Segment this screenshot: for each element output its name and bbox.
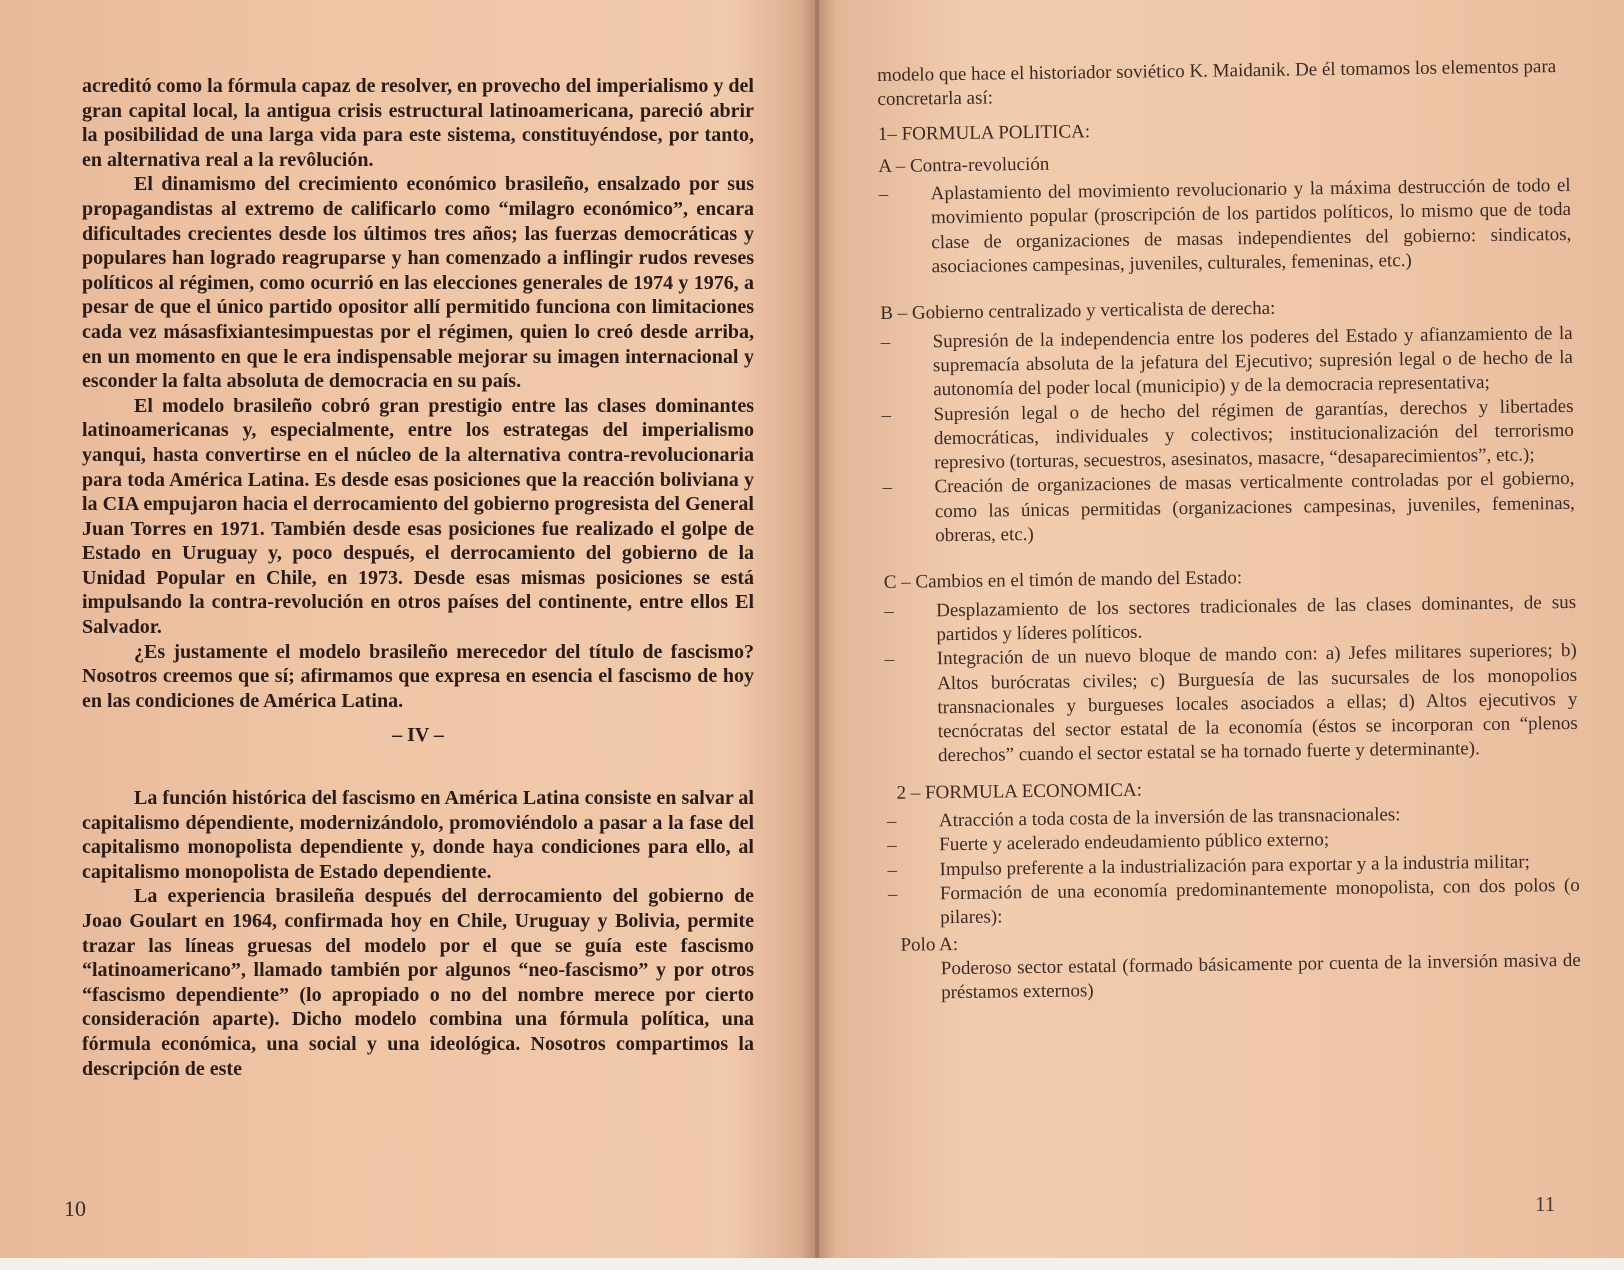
list-item-text: Impulso preferente a la industrialización para exportar y a la industria militar; [939, 851, 1530, 880]
list-item-text: Formación de una economía predominantemente monopolista, con dos polos (o pilares): [939, 874, 1580, 929]
polo-a-text: Poderoso sector estatal (formado básicamente por cuenta de la inversión masiva de préstamos externos) [940, 949, 1581, 1004]
paragraph: acreditó como la fórmula capaz de resolver, en provecho del imperialismo y del gran capital local, la antigua crisis estructural latinoamericana, pareció abrir la posibilidad de una larga vida para este sistema, constituyéndose, por tanto, en alternativa real a la revôlución. [82, 75, 754, 171]
list-item [881, 394, 1574, 476]
dash-marker: – [884, 600, 894, 622]
page-number: 11 [1535, 1192, 1556, 1216]
dash-marker: – [886, 810, 897, 832]
heading-formula-politica: 1– FORMULA POLITICA: [877, 120, 1091, 145]
list-item [880, 322, 1573, 404]
list-item [888, 874, 1581, 932]
subheading-b: B – Gobierno centralizado y verticalista de derecha: [880, 298, 1276, 325]
paragraph: ¿Es justamente el modelo brasileño merecedor del título de fascismo? Nosotros creemos que sí; afirmamos que expresa en esencia el fascismo de hoy en las condiciones de América Latina. [82, 640, 754, 712]
right-page-text [877, 55, 1581, 1006]
section-heading: – IV – [392, 724, 444, 747]
list-item-text: Integración de un nuevo bloque de mando con: a) Jefes militares superiores; b) Altos burócratas civiles; c) Burguesía de las sucursales de los monopolios transnacionales y burgueses locales asociados a ellas; d) Altos ejecutivos y tecnócratas del sector estatal de la economía (éstos se incorporan con “plenos derechos” cuando el sector estatal se ha tornado fuerte y determinante). [936, 640, 1578, 767]
left-page [0, 0, 815, 1258]
left-page-text [82, 74, 754, 1081]
dash-marker: – [880, 331, 891, 353]
intro-paragraph: modelo que hace el historiador soviético K. Maidanik. De él tomamos los elementos para concretarla así: [877, 56, 1557, 111]
polo-a-label: Polo A: [900, 933, 959, 956]
list-item [882, 467, 1575, 549]
dash-marker: – [882, 477, 893, 499]
paragraph: El modelo brasileño cobró gran prestigio entre las clases dominantes latinoamericanas y, especialmente, entre los estrategas del imperialismo yanqui, hasta convertirse en el núcleo de la alternativa contra-revolucionaria para toda América Latina. Es desde esas posiciones que la reacción boliviana y la CIA empujaron hacia el derrocamiento del gobierno progresista del General Juan Torres en 1971. También desde esas posiciones fue realizado el golpe de Estado en Uruguay y, poco después, el derrocamiento del gobierno de la Unidad Popular en Chile, en 1973. Desde esas mismas posiciones se está impulsando la contra-revolución en otros países del continente, entre ellos El Salvador. [82, 394, 754, 639]
subheading-c: C – Cambios en el timón de mando del Estado: [883, 567, 1243, 594]
page-number: 10 [64, 1196, 86, 1221]
list-item-text: Supresión de la independencia entre los poderes del Estado y afianzamiento de la supremacía absoluta de la jefatura del Ejecutivo; supresión legal o de hecho de la autonomía del poder local (municipio) y de la democracia representativa; [932, 322, 1574, 401]
dash-marker: – [878, 184, 889, 206]
list-item [885, 639, 1579, 770]
list-item-text: Creación de organizaciones de masas verticalmente controladas por el gobierno, como las únicas permitidas (organizaciones campesinas, juveniles, femeninas, obreras, etc.) [934, 468, 1575, 547]
paragraph: El dinamismo del crecimiento económico brasileño, ensalzado por sus propagandistas al extremo de calificarlo como “milagro económico”, encara dificultades crecientes desde los últimos tres años; las fuerzas democráticas y populares han logrado reagruparse y han comenzado a inflingir rudos reveses políticos al régimen, como ocurrió en las elecciones generales de 1974 y 1976, a pesar de que el único partido opositor allí permitido funciona con limitaciones cada vez másasfixiantesimpuestas por el régimen, quien lo creó desde arriba, en un momento en que le era indispensable mejorar su imagen internacional y esconder la falta absoluta de democracia en su país. [82, 173, 754, 393]
paragraph: La función histórica del fascismo en América Latina consiste en salvar al capitalismo dépendiente, modernizándolo, promoviéndolo a pasar a la fase del capitalismo monopolista dependiente y, donde haya condiciones para ello, al capitalismo monopolista de Estado dependiente. [82, 787, 754, 883]
dash-marker: – [884, 649, 895, 671]
list-item [879, 174, 1572, 280]
heading-formula-economica: 2 – FORMULA ECONOMICA: [896, 779, 1143, 804]
list-item-text: Fuerte y acelerado endeudamiento público externo; [939, 829, 1330, 856]
list-item-text: Atracción a toda costa de la inversión de las transnacionales: [938, 804, 1401, 832]
dash-marker: – [887, 859, 898, 881]
dash-marker: – [887, 883, 898, 905]
right-page [819, 0, 1624, 1258]
list-item-text: Aplastamiento del movimiento revolucionario y la máxima destrucción de todo el movimiento popular (proscripción de los partidos políticos, lo mismo que de toda clase de organizaciones de masas independientes del gobierno: sindicatos, asociaciones campesinas, juveniles, culturales, femeninas, etc.) [930, 175, 1572, 278]
subheading-a: A – Contra-revolución [878, 153, 1050, 177]
dash-marker: – [887, 835, 897, 857]
list-item-text: Desplazamiento de los sectores tradicionales de las clases dominantes, de sus partidos y líderes políticos. [936, 591, 1577, 646]
dash-marker: – [881, 404, 892, 426]
list-item-text: Supresión legal o de hecho del régimen de garantías, derechos y libertades democráticas, individuales y colectivos; institucionalización del terrorismo represivo (torturas, secuestros, asesinatos, masacre, “desaparecimientos”, etc.); [933, 395, 1574, 474]
paragraph: La experiencia brasileña después del derrocamiento del gobierno de Joao Goulart en 1964, confirmada hoy en Chile, Uruguay y Bolivia, permite trazar las líneas gruesas del modelo por el que se guía este fascismo “latinoamericano”, llamado también por algunos “neo-fascismo” y por otros “fascismo dependiente” (lo apropiado o no del nombre merece por cierto consideración aparte). Dicho modelo combina una fórmula política, una fórmula económica, una social y una ideológica. Nosotros compartimos la descripción de este [82, 885, 754, 1080]
